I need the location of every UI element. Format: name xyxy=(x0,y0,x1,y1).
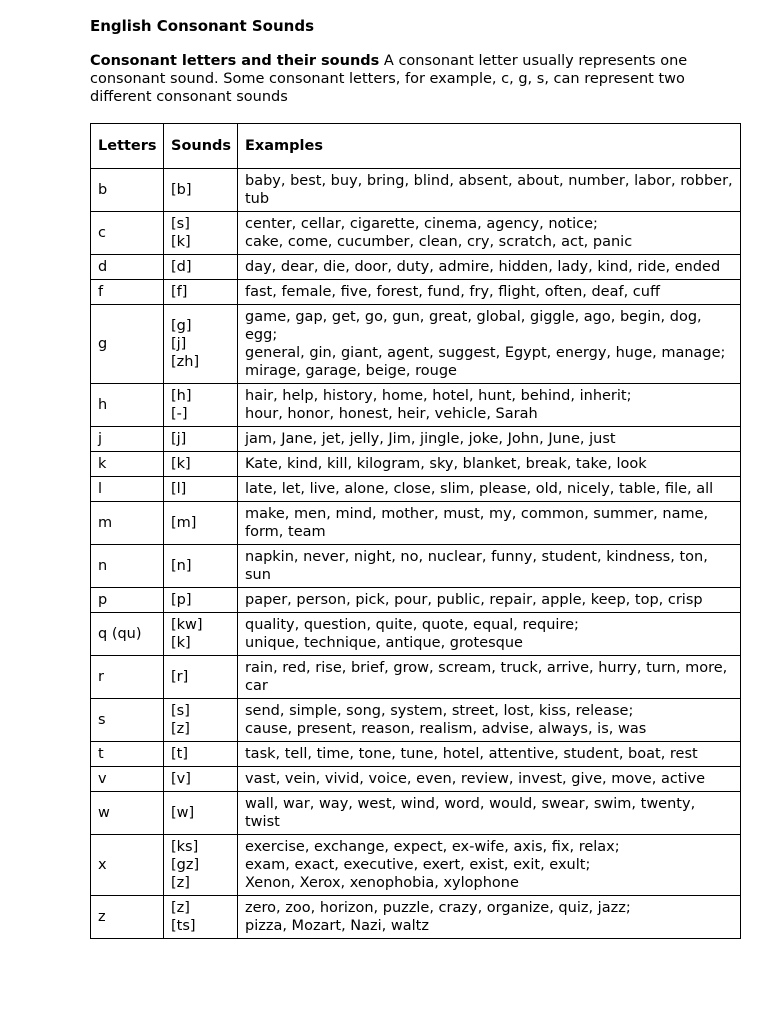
examples-cell xyxy=(238,613,741,656)
letter-cell: g xyxy=(91,305,164,384)
sound-item: [b] xyxy=(171,182,192,198)
sound-item: [s] xyxy=(171,216,190,232)
sounds-cell xyxy=(164,613,238,656)
sound-item: [t] xyxy=(171,746,188,762)
table-row xyxy=(91,502,741,545)
sounds-cell xyxy=(164,427,238,452)
examples-cell xyxy=(238,305,741,384)
sound-item: [k] xyxy=(171,234,191,250)
table-row xyxy=(91,477,741,502)
sounds-cell xyxy=(164,384,238,427)
example-line: pizza, Mozart, Nazi, waltz xyxy=(245,918,429,934)
table-row xyxy=(91,588,741,613)
header-letters: Letters xyxy=(91,124,164,169)
letter-cell: q (qu) xyxy=(91,613,164,656)
examples-cell xyxy=(238,699,741,742)
example-line: Xenon, Xerox, xenophobia, xylophone xyxy=(245,875,519,891)
example-line: baby, best, buy, bring, blind, absent, about, number, labor, robber, tub xyxy=(245,173,733,207)
example-line: late, let, live, alone, close, slim, please, old, nicely, table, file, all xyxy=(245,481,714,497)
letter-cell: s xyxy=(91,699,164,742)
example-line: center, cellar, cigarette, cinema, agency, notice; xyxy=(245,216,598,232)
example-line: jam, Jane, jet, jelly, Jim, jingle, joke, John, June, just xyxy=(245,431,616,447)
sounds-cell xyxy=(164,502,238,545)
example-line: exercise, exchange, expect, ex-wife, axis, fix, relax; xyxy=(245,839,620,855)
example-line: unique, technique, antique, grotesque xyxy=(245,635,523,651)
examples-cell xyxy=(238,212,741,255)
example-line: exam, exact, executive, exert, exist, exit, exult; xyxy=(245,857,591,873)
sound-item: [ts] xyxy=(171,918,196,934)
example-line: quality, question, quite, quote, equal, require; xyxy=(245,617,579,633)
examples-cell xyxy=(238,427,741,452)
table-row xyxy=(91,305,741,384)
example-line: general, gin, giant, agent, suggest, Egypt, energy, huge, manage; xyxy=(245,345,726,361)
sounds-cell xyxy=(164,255,238,280)
example-line: hour, honor, honest, heir, vehicle, Sarah xyxy=(245,406,538,422)
sound-item: [z] xyxy=(171,875,190,891)
sound-item: [p] xyxy=(171,592,192,608)
examples-cell xyxy=(238,452,741,477)
intro-text: A consonant letter usually represents one consonant sound. Some consonant letters, for example, c, g, s, can represent two different consonant sounds xyxy=(90,53,688,105)
sounds-cell xyxy=(164,280,238,305)
table-row xyxy=(91,613,741,656)
examples-cell xyxy=(238,896,741,939)
sound-item: [zh] xyxy=(171,354,200,370)
sound-item: [w] xyxy=(171,805,195,821)
table-row xyxy=(91,427,741,452)
example-line: napkin, never, night, no, nuclear, funny, student, kindness, ton, sun xyxy=(245,549,708,583)
sound-item: [j] xyxy=(171,336,187,352)
sounds-cell xyxy=(164,896,238,939)
example-line: day, dear, die, door, duty, admire, hidden, lady, kind, ride, ended xyxy=(245,259,721,275)
table-row xyxy=(91,835,741,896)
letter-cell: m xyxy=(91,502,164,545)
letter-cell: c xyxy=(91,212,164,255)
examples-cell xyxy=(238,767,741,792)
letter-cell: k xyxy=(91,452,164,477)
example-line: mirage, garage, beige, rouge xyxy=(245,363,457,379)
example-line: vast, vein, vivid, voice, even, review, invest, give, move, active xyxy=(245,771,706,787)
example-line: task, tell, time, tone, tune, hotel, attentive, student, boat, rest xyxy=(245,746,698,762)
sound-item: [ks] xyxy=(171,839,199,855)
examples-cell xyxy=(238,502,741,545)
example-line: paper, person, pick, pour, public, repair, apple, keep, top, crisp xyxy=(245,592,703,608)
examples-cell xyxy=(238,169,741,212)
example-line: hair, help, history, home, hotel, hunt, behind, inherit; xyxy=(245,388,632,404)
letter-cell: z xyxy=(91,896,164,939)
letter-cell: n xyxy=(91,545,164,588)
letter-cell: t xyxy=(91,742,164,767)
sounds-cell xyxy=(164,835,238,896)
table-row xyxy=(91,212,741,255)
sounds-cell xyxy=(164,305,238,384)
table-row xyxy=(91,255,741,280)
letter-cell: w xyxy=(91,792,164,835)
sound-item: [n] xyxy=(171,558,192,574)
sound-item: [m] xyxy=(171,515,197,531)
examples-cell xyxy=(238,656,741,699)
sound-item: [r] xyxy=(171,669,189,685)
example-line: game, gap, get, go, gun, great, global, giggle, ago, begin, dog, egg; xyxy=(245,309,702,343)
table-body xyxy=(91,169,741,939)
sound-item: [gz] xyxy=(171,857,200,873)
table-row xyxy=(91,896,741,939)
sound-item: [z] xyxy=(171,900,190,916)
examples-cell xyxy=(238,588,741,613)
table-row xyxy=(91,384,741,427)
letter-cell: d xyxy=(91,255,164,280)
sound-item: [v] xyxy=(171,771,191,787)
examples-cell xyxy=(238,255,741,280)
example-line: zero, zoo, horizon, puzzle, crazy, organize, quiz, jazz; xyxy=(245,900,631,916)
table-row xyxy=(91,452,741,477)
table-row xyxy=(91,280,741,305)
examples-cell xyxy=(238,384,741,427)
sound-item: [f] xyxy=(171,284,188,300)
table-row xyxy=(91,169,741,212)
letter-cell: l xyxy=(91,477,164,502)
example-line: fast, female, five, forest, fund, fry, flight, often, deaf, cuff xyxy=(245,284,660,300)
sound-item: [h] xyxy=(171,388,192,404)
table-row xyxy=(91,699,741,742)
sounds-cell xyxy=(164,169,238,212)
sound-item: [k] xyxy=(171,456,191,472)
letter-cell: r xyxy=(91,656,164,699)
consonant-table xyxy=(90,123,741,939)
document xyxy=(90,16,740,939)
sound-item: [kw] xyxy=(171,617,203,633)
sounds-cell xyxy=(164,588,238,613)
sounds-cell xyxy=(164,212,238,255)
sounds-cell xyxy=(164,767,238,792)
sounds-cell xyxy=(164,452,238,477)
letter-cell: b xyxy=(91,169,164,212)
sound-item: [s] xyxy=(171,703,190,719)
table-row xyxy=(91,742,741,767)
document-title: English Consonant Sounds xyxy=(90,17,315,35)
letter-cell: h xyxy=(91,384,164,427)
sound-item: [j] xyxy=(171,431,187,447)
letter-cell: x xyxy=(91,835,164,896)
intro-heading: Consonant letters and their sounds xyxy=(90,53,380,69)
table-row xyxy=(91,767,741,792)
letter-cell: v xyxy=(91,767,164,792)
table-header-row xyxy=(91,124,741,169)
example-line: make, men, mind, mother, must, my, common, summer, name, form, team xyxy=(245,506,709,540)
example-line: send, simple, song, system, street, lost, kiss, release; xyxy=(245,703,634,719)
sound-item: [d] xyxy=(171,259,192,275)
sound-item: [-] xyxy=(171,406,188,422)
table-row xyxy=(91,792,741,835)
letter-cell: p xyxy=(91,588,164,613)
example-line: wall, war, way, west, wind, word, would, swear, swim, twenty, twist xyxy=(245,796,696,830)
header-examples: Examples xyxy=(238,124,741,169)
examples-cell xyxy=(238,835,741,896)
sounds-cell xyxy=(164,699,238,742)
example-line: rain, red, rise, brief, grow, scream, truck, arrive, hurry, turn, more, car xyxy=(245,660,728,694)
sounds-cell xyxy=(164,742,238,767)
sounds-cell xyxy=(164,545,238,588)
sound-item: [z] xyxy=(171,721,190,737)
sound-item: [l] xyxy=(171,481,187,497)
sounds-cell xyxy=(164,656,238,699)
examples-cell xyxy=(238,545,741,588)
table-row xyxy=(91,545,741,588)
sounds-cell xyxy=(164,477,238,502)
examples-cell xyxy=(238,477,741,502)
intro-paragraph xyxy=(90,52,740,106)
examples-cell xyxy=(238,280,741,305)
example-line: cause, present, reason, realism, advise, always, is, was xyxy=(245,721,647,737)
letter-cell: f xyxy=(91,280,164,305)
table-row xyxy=(91,656,741,699)
examples-cell xyxy=(238,742,741,767)
examples-cell xyxy=(238,792,741,835)
example-line: Kate, kind, kill, kilogram, sky, blanket, break, take, look xyxy=(245,456,647,472)
sound-item: [g] xyxy=(171,318,192,334)
example-line: cake, come, cucumber, clean, cry, scratch, act, panic xyxy=(245,234,633,250)
letter-cell: j xyxy=(91,427,164,452)
sound-item: [k] xyxy=(171,635,191,651)
header-sounds: Sounds xyxy=(164,124,238,169)
sounds-cell xyxy=(164,792,238,835)
